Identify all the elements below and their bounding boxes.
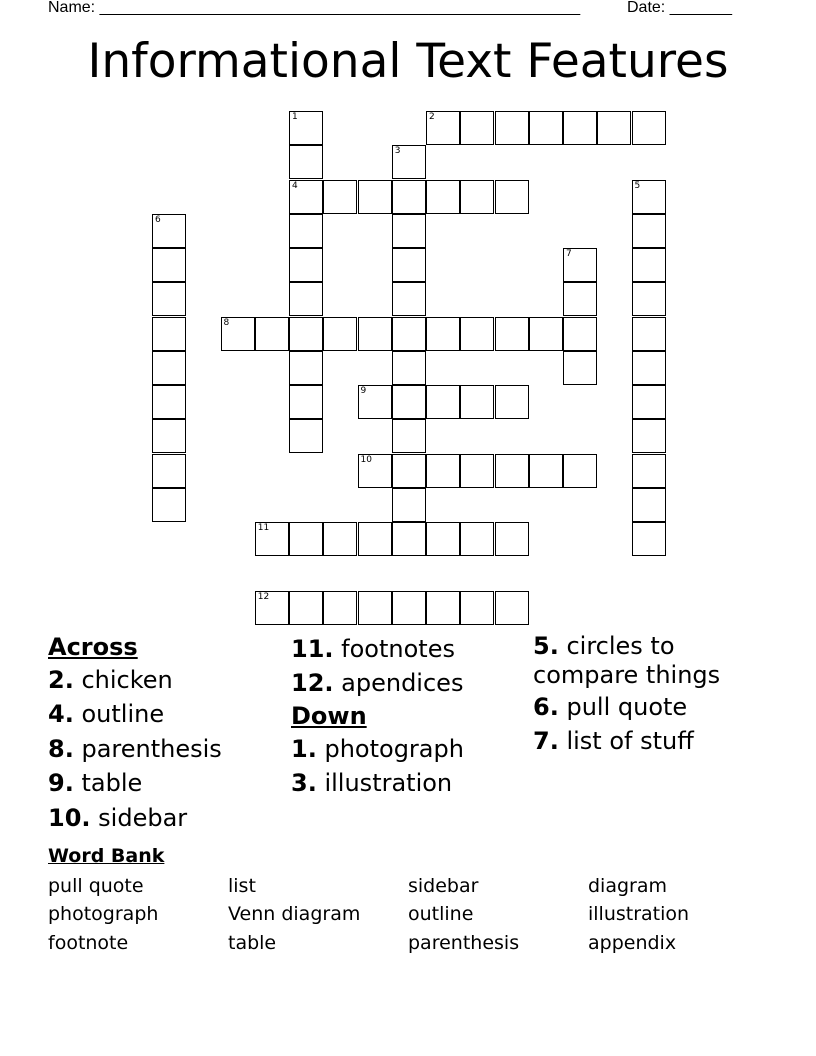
crossword-clue-number: 12 (257, 591, 270, 602)
crossword-cell[interactable] (426, 591, 460, 625)
crossword-cell[interactable] (289, 180, 323, 214)
crossword-cell[interactable] (495, 522, 529, 556)
crossword-cell[interactable] (632, 522, 666, 556)
crossword-cell[interactable] (289, 591, 323, 625)
crossword-cell[interactable] (255, 522, 289, 556)
crossword-cell[interactable] (289, 522, 323, 556)
crossword-cell[interactable] (152, 248, 186, 282)
clue-number: 10. (48, 803, 91, 832)
clue-number: 1. (291, 734, 317, 763)
down-heading: Down (291, 701, 367, 730)
crossword-cell[interactable] (632, 248, 666, 282)
word-bank-item: parenthesis (408, 931, 520, 954)
crossword-cell[interactable] (323, 317, 357, 351)
crossword-cell[interactable] (323, 180, 357, 214)
crossword-cell[interactable] (392, 488, 426, 522)
clue-text: parenthesis (81, 734, 222, 763)
clue-number: 4. (48, 700, 74, 729)
clue-down-5 (533, 632, 773, 690)
crossword-cell[interactable] (392, 180, 426, 214)
clue-across-9 (48, 766, 222, 800)
clue-number: 7. (533, 727, 559, 756)
crossword-cell[interactable] (460, 180, 494, 214)
crossword-cell[interactable] (255, 591, 289, 625)
crossword-clue-number: 1 (292, 112, 298, 122)
clue-text: circles to compare things (533, 632, 721, 689)
crossword-cell[interactable] (392, 248, 426, 282)
crossword-cell[interactable] (152, 385, 186, 419)
word-bank-item: sidebar (408, 875, 479, 897)
crossword-cell[interactable] (529, 111, 563, 145)
word-bank (48, 872, 768, 957)
crossword-cell[interactable] (152, 214, 186, 248)
crossword-cell[interactable] (289, 214, 323, 248)
word-bank-item: outline (408, 903, 474, 926)
crossword-cell[interactable] (632, 454, 666, 488)
crossword-cell[interactable] (392, 214, 426, 248)
crossword-cell[interactable] (460, 111, 494, 145)
crossword-cell[interactable] (460, 591, 494, 625)
crossword-cell[interactable] (152, 317, 186, 351)
crossword-cell[interactable] (529, 317, 563, 351)
crossword-cell[interactable] (289, 419, 323, 453)
crossword-cell[interactable] (426, 317, 460, 351)
clue-across-8 (48, 732, 222, 766)
clue-number: 8. (48, 734, 74, 763)
crossword-cell[interactable] (632, 488, 666, 522)
crossword-cell[interactable] (426, 180, 460, 214)
crossword-clue-number: 11 (257, 523, 270, 533)
crossword-cell[interactable] (563, 454, 597, 488)
clue-number: 6. (533, 693, 559, 721)
clue-across-12 (291, 666, 464, 700)
crossword-cell[interactable] (495, 591, 529, 625)
crossword-cell[interactable] (632, 385, 666, 419)
crossword-cell[interactable] (392, 145, 426, 179)
clues-column-1 (48, 632, 222, 835)
crossword-cell[interactable] (358, 454, 392, 488)
word-bank-title: Word Bank (48, 845, 165, 867)
crossword-cell[interactable] (289, 111, 323, 145)
crossword-clue-number: 3 (394, 146, 401, 157)
across-heading: Across (48, 633, 138, 661)
crossword-cell[interactable] (563, 248, 597, 282)
crossword-cell[interactable] (289, 351, 323, 385)
clue-text: footnotes (341, 635, 455, 663)
crossword-cell[interactable] (563, 317, 597, 351)
clue-number: 11. (291, 635, 334, 663)
name-field-label: Name: ______________________________________________________ (48, 0, 581, 16)
clue-number: 2. (48, 666, 74, 694)
date-field-label: Date: _______ (627, 0, 732, 16)
crossword-cell[interactable] (392, 419, 426, 453)
clue-down-6 (533, 690, 773, 724)
crossword-clue-number: 4 (292, 180, 298, 191)
crossword-cell[interactable] (426, 454, 460, 488)
clue-text: table (81, 769, 143, 798)
clue-across-4 (48, 697, 222, 731)
crossword-cell[interactable] (460, 385, 494, 419)
crossword-cell[interactable] (426, 522, 460, 556)
crossword-cell[interactable] (392, 351, 426, 385)
word-bank-item: Venn diagram (228, 903, 361, 926)
clue-text: pull quote (566, 693, 688, 721)
word-bank-item: photograph (48, 903, 159, 926)
crossword-cell[interactable] (632, 351, 666, 385)
crossword-cell[interactable] (289, 282, 323, 316)
crossword-cell[interactable] (358, 591, 392, 625)
crossword-cell[interactable] (632, 111, 666, 145)
crossword-cell[interactable] (289, 145, 323, 179)
crossword-cell[interactable] (392, 591, 426, 625)
crossword-clue-number: 6 (155, 214, 161, 225)
crossword-cell[interactable] (495, 111, 529, 145)
clue-number: 12. (291, 669, 334, 698)
crossword-cell[interactable] (426, 111, 460, 145)
word-bank-item: pull quote (48, 875, 144, 897)
crossword-cell[interactable] (358, 180, 392, 214)
crossword-cell[interactable] (632, 282, 666, 316)
word-bank-item: table (228, 931, 277, 954)
clue-text: photograph (324, 734, 464, 763)
crossword-cell[interactable] (632, 180, 666, 214)
crossword-cell[interactable] (632, 419, 666, 453)
clues-column-2 (291, 632, 464, 801)
clue-down-3 (291, 766, 464, 800)
crossword-cell[interactable] (358, 385, 392, 419)
clue-across-2 (48, 663, 222, 697)
crossword-cell[interactable] (460, 454, 494, 488)
clue-down-7 (533, 724, 773, 758)
crossword-cell[interactable] (221, 317, 255, 351)
crossword-cell[interactable] (152, 419, 186, 453)
clue-text: apendices (341, 669, 464, 698)
crossword-cell[interactable] (563, 282, 597, 316)
word-bank-item: footnote (48, 931, 129, 954)
clues-column-3 (533, 632, 773, 759)
crossword-cell[interactable] (392, 522, 426, 556)
crossword-clue-number: 7 (566, 249, 572, 259)
crossword-cell[interactable] (392, 317, 426, 351)
crossword-cell[interactable] (460, 317, 494, 351)
crossword-cell[interactable] (392, 385, 426, 419)
clue-text: list of stuff (566, 727, 694, 756)
crossword-cell[interactable] (563, 351, 597, 385)
crossword-cell[interactable] (597, 111, 631, 145)
crossword-cell[interactable] (323, 591, 357, 625)
crossword-clue-number: 10 (360, 454, 372, 465)
page-title: Informational Text Features (87, 34, 729, 89)
crossword-cell[interactable] (152, 488, 186, 522)
clue-text: chicken (81, 666, 173, 694)
clue-text: sidebar (98, 803, 188, 832)
word-bank-item: appendix (588, 931, 677, 954)
word-bank-item: list (228, 875, 256, 897)
crossword-cell[interactable] (358, 317, 392, 351)
crossword-cell[interactable] (152, 351, 186, 385)
crossword-cell[interactable] (152, 454, 186, 488)
crossword-cell[interactable] (495, 385, 529, 419)
crossword-cell[interactable] (255, 317, 289, 351)
crossword-cell[interactable] (495, 180, 529, 214)
crossword-cell[interactable] (563, 111, 597, 145)
word-bank-item: illustration (588, 903, 690, 926)
clue-text: outline (81, 700, 165, 729)
crossword-clue-number: 5 (634, 180, 641, 191)
clue-across-10 (48, 801, 222, 835)
crossword-cell[interactable] (632, 214, 666, 248)
clues-section (0, 632, 816, 842)
crossword-cell[interactable] (358, 522, 392, 556)
crossword-clue-number: 8 (223, 317, 230, 328)
crossword-cell[interactable] (529, 454, 563, 488)
crossword-cell[interactable] (460, 522, 494, 556)
crossword-cell[interactable] (426, 385, 460, 419)
crossword-cell[interactable] (323, 522, 357, 556)
crossword-cell[interactable] (495, 454, 529, 488)
clue-number: 5. (533, 632, 559, 660)
crossword-clue-number: 2 (429, 112, 435, 122)
crossword-cell[interactable] (495, 317, 529, 351)
crossword-cell[interactable] (289, 385, 323, 419)
crossword-cell[interactable] (392, 282, 426, 316)
clue-down-1 (291, 732, 464, 766)
crossword-clue-number: 9 (360, 386, 367, 396)
crossword-cell[interactable] (289, 248, 323, 282)
clue-across-11 (291, 632, 464, 666)
word-bank-item: diagram (588, 875, 668, 897)
clue-text: illustration (324, 769, 453, 798)
crossword-cell[interactable] (152, 282, 186, 316)
crossword-cell[interactable] (289, 317, 323, 351)
clue-number: 3. (291, 769, 317, 798)
crossword-cell[interactable] (632, 317, 666, 351)
crossword-cell[interactable] (392, 454, 426, 488)
clue-number: 9. (48, 769, 74, 798)
